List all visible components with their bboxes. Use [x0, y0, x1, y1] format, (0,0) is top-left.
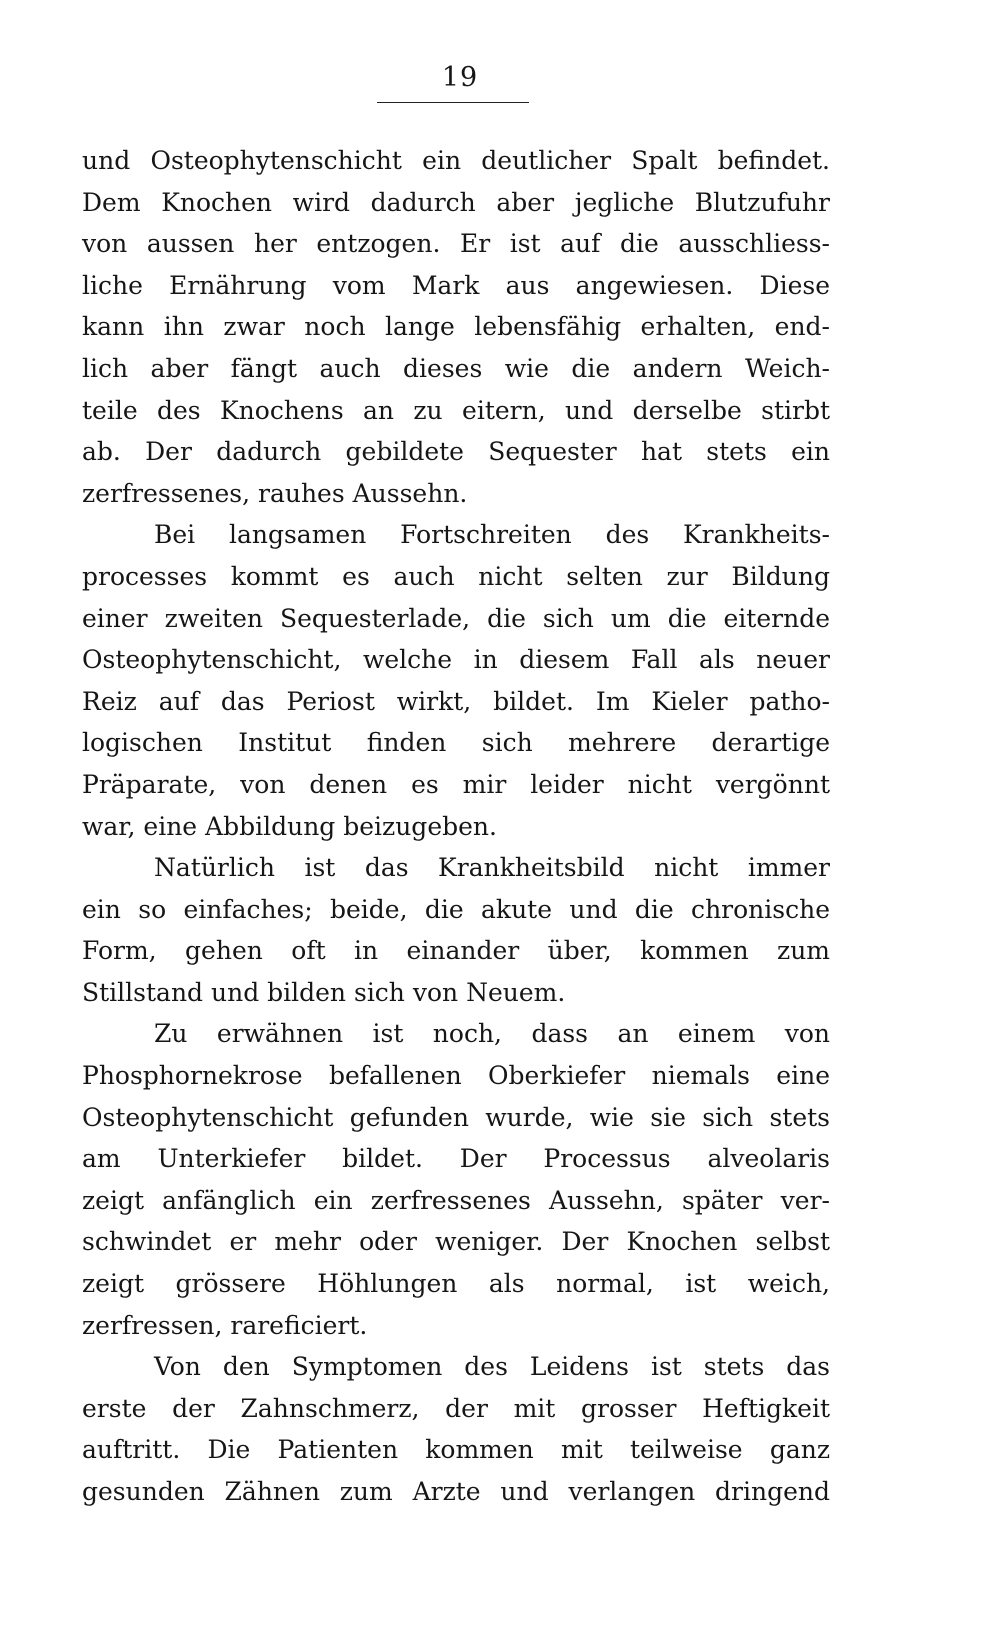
text-line: lich aber fängt auch dieses wie die andern Weich-	[82, 353, 830, 383]
text-line: erste der Zahnschmerz, der mit grosser Heftigkeit	[82, 1393, 830, 1423]
text-line: zerfressen, rareficiert.	[82, 1310, 368, 1340]
text-line: und Osteophytenschicht ein deutlicher Spalt befindet.	[82, 146, 830, 175]
text-line: Stillstand und bilden sich von Neuem.	[82, 977, 566, 1007]
text-line: ein so einfaches; beide, die akute und die chronische	[82, 894, 830, 924]
text-line: Form, gehen oft in einander über, kommen zum	[82, 936, 830, 966]
text-line: liche Ernährung vom Mark aus angewiesen. Diese	[82, 270, 830, 300]
text-line: Zu erwähnen ist noch, dass an einem von	[154, 1019, 830, 1049]
text-line: gesunden Zähnen zum Arzte und verlangen dringend	[82, 1477, 830, 1506]
text-line: zeigt grössere Höhlungen als normal, ist weich,	[82, 1269, 830, 1299]
text-line: processes kommt es auch nicht selten zur Bildung	[82, 561, 830, 591]
text-line: schwindet er mehr oder weniger. Der Knochen selbst	[82, 1227, 830, 1257]
text-line: einer zweiten Sequesterlade, die sich um die eiternde	[82, 603, 830, 633]
text-line: Natürlich ist das Krankheitsbild nicht immer	[154, 853, 830, 883]
text-line: war, eine Abbildung beizugeben.	[82, 811, 497, 841]
page-number: 19	[441, 62, 479, 93]
text-line: kann ihn zwar noch lange lebensfähig erhalten, end-	[82, 312, 830, 342]
text-line: Reiz auf das Periost wirkt, bildet. Im Kieler patho-	[82, 686, 830, 716]
text-line: Osteophytenschicht, welche in diesem Fall als neuer	[82, 645, 830, 675]
text-line: zeigt anfänglich ein zerfressenes Aussehn, später ver-	[82, 1185, 830, 1215]
body-text	[82, 140, 830, 1513]
text-line: teile des Knochens an zu eitern, und derselbe stirbt	[82, 395, 830, 425]
text-line: am Unterkiefer bildet. Der Processus alveolaris	[82, 1144, 830, 1174]
text-line: Osteophytenschicht gefunden wurde, wie sie sich stets	[82, 1102, 830, 1132]
text-line: von aussen her entzogen. Er ist auf die ausschliess-	[82, 229, 830, 259]
text-line: ab. Der dadurch gebildete Sequester hat stets ein	[82, 437, 830, 467]
text-line: Von den Symptomen des Leidens ist stets das	[154, 1352, 830, 1382]
text-line: Präparate, von denen es mir leider nicht vergönnt	[82, 769, 830, 799]
text-line: Bei langsamen Fortschreiten des Krankheits-	[154, 520, 830, 550]
text-line: zerfressenes, rauhes Aussehn.	[82, 478, 468, 508]
text-line: auftritt. Die Patienten kommen mit teilweise ganz	[82, 1435, 830, 1465]
text-line: logischen Institut finden sich mehrere derartige	[82, 728, 830, 758]
page-number-rule	[377, 102, 529, 103]
text-line: Phosphornekrose befallenen Oberkiefer niemals eine	[82, 1061, 830, 1091]
text-line: Dem Knochen wird dadurch aber jegliche Blutzufuhr	[82, 187, 830, 217]
